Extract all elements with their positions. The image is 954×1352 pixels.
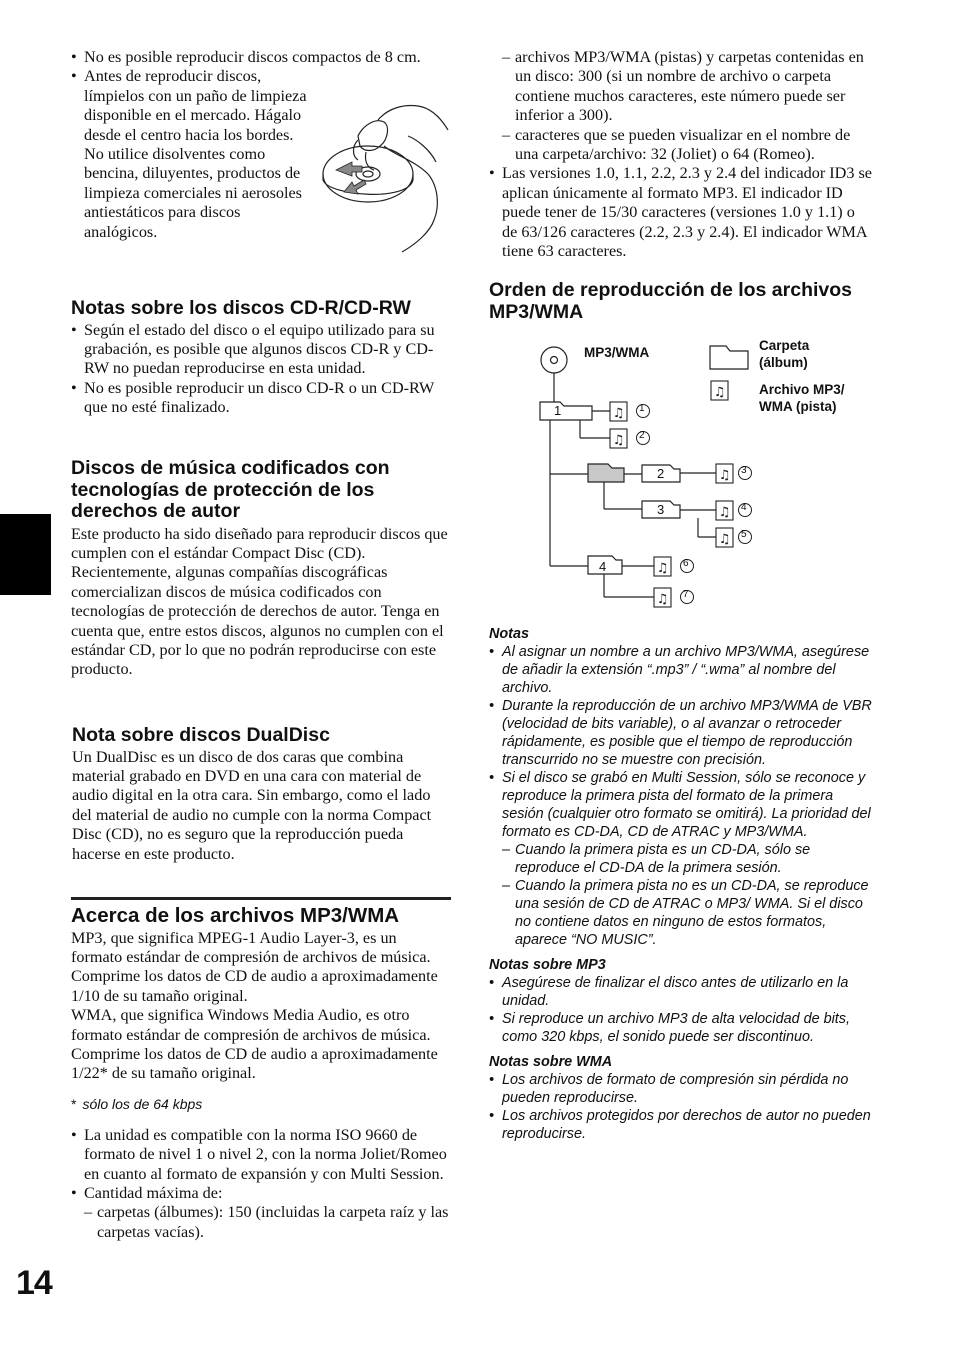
track-num-4: 4 [741,502,747,513]
legend-file-label: Archivo MP3/ WMA (pista) [759,382,845,414]
track-num-6: 6 [683,558,689,569]
svg-text:♫: ♫ [656,561,669,576]
notas-bullet-1: • Al asignar un nombre a un archivo MP3/WMA, asegúrese de añadir la extensión “.mp3” / “.wma” al nombre del archivo. [489,643,874,697]
tree-lines [530,334,875,614]
cdr-bullet-2: • No es posible reproducir un disco CD-R o un CD-RW que no esté finalizado. [71,379,451,418]
mp3-section-rule [71,897,451,900]
notas-mp3-bullet-2: • Si reproduce un archivo MP3 de alta velocidad de bits, como 320 kbps, el sonido puede ser discontinuo. [489,1010,874,1046]
protected-heading: Discos de música codificados con tecnologías de protección de los derechos de autor [71,457,390,522]
notas-wma-heading: Notas sobre WMA [489,1054,613,1070]
mp3-bullet-2-text: Cantidad máxima de: [84,1183,223,1202]
folder-label-2: 2 [657,466,665,481]
order-heading: Orden de reproducción de los archivos MP3/WMA [489,279,853,323]
svg-text:♫: ♫ [718,532,731,547]
svg-text:♫: ♫ [713,385,726,400]
svg-text:♫: ♫ [612,406,625,421]
track-num-2: 2 [639,430,645,441]
notas-heading: Notas [489,626,529,642]
notas-dash-1: – Cuando la primera pista es un CD-DA, sólo se reproduce el CD-DA de la primera sesión. [502,841,874,877]
dualdisc-text: Un DualDisc es un disco de dos caras que combina material grabado en DVD en una cara con material de audio digital en la otra cara. Sin embargo, como el lado del material de audio no cumple con la norma Compact Disc (CD), no es seguro que la reproducción pueda hacerse en este producto. [72,747,432,863]
section-tab [0,514,51,595]
svg-text:♫: ♫ [718,468,731,483]
notas-wma-bullet-2: • Los archivos protegidos por derechos de autor no pueden reproducirse. [489,1107,874,1143]
cdr-heading: Notas sobre los discos CD-R/CD-RW [71,297,411,319]
protected-p1: Este producto ha sido diseñado para reproducir discos que cumplen con el estándar Compact Disc (CD). [71,524,448,562]
svg-text:♫: ♫ [612,433,625,448]
footnote [71,1095,451,1113]
intro-bullets [71,48,421,242]
right-dash-1: – archivos MP3/WMA (pistas) y carpetas contenidas en un disco: 300 (si un nombre de archivo o carpeta contiene muchos caracteres, este número puede ser inferior a 300). [502,48,874,126]
folder-label-1: 1 [554,403,562,418]
notes-section [489,625,874,1143]
track-num-5: 5 [741,529,747,540]
folder-label-4: 4 [599,559,607,574]
mp3-dash-1: – carpetas (álbumes): 150 (incluidas la carpeta raíz y las carpetas vacías). [84,1203,451,1242]
right-dash-2: – caracteres que se pueden visualizar en el nombre de una carpeta/archivo: 32 (Joliet) o 64 (Romeo). [502,126,874,165]
folder-label-3: 3 [657,502,665,517]
track-num-1: 1 [639,403,645,414]
page-number: 14 [16,1264,52,1302]
mp3-bullet-1: • La unidad es compatible con la norma ISO 9660 de formato de nivel 1 o nivel 2, con la norma Joliet/Romeo en cuanto al formato de expansión y con Multi Session. [71,1126,451,1184]
notas-bullet-3-text: Si el disco se grabó en Multi Session, sólo se reconoce y reproduce la primera pista del formato de la primera sesión (cualquier otro formato se omitirá). La prioridad del formato es CD-DA, CD de ATRAC y MP3/WMA. [502,770,871,840]
disc-cleaning-icon [318,96,453,256]
track-num-7: 7 [683,589,689,600]
svg-text:♫: ♫ [656,592,669,607]
footnote-text: sólo los de 64 kbps [82,1095,203,1112]
svg-text:♫: ♫ [718,505,731,520]
mp3-bullet-2 [71,1184,451,1242]
footnote-mark: * [71,1095,77,1112]
mp3-p2: WMA, que significa Windows Media Audio, es otro formato estándar de compresión de archivos de música. Comprime los datos de CD de audio a aproximadamente 1/22* de su tamaño original. [71,1006,438,1083]
notas-bullet-2: • Durante la reproducción de un archivo MP3/WMA de VBR (velocidad de bits variable), o al avanzar o retroceder rápidamente, es posible que el tiempo de reproducción transcurrido no se muestre con precisión. [489,697,874,769]
dualdisc-section [72,725,448,864]
right-top [489,48,874,261]
cdr-section [71,298,451,418]
notas-mp3-bullet-1: • Asegúrese de finalizar el disco antes de utilizarlo en la unidad. [489,974,874,1010]
disc-cleaning-illustration [318,96,453,256]
intro-bullet-1: • No es posible reproducir discos compactos de 8 cm. [71,48,424,67]
order-section [489,280,869,323]
id3-bullet: • Las versiones 1.0, 1.1, 2.2, 2.3 y 2.4 del indicador ID3 se aplican únicamente al formato MP3. El indicador ID puede tener de 15/30 caracteres (versiones 1.0 y 1.1) o de 63/126 caracteres (2.2, 2.3 y 2.4). El indicador WMA tiene 63 caracteres. [489,164,874,261]
notas-wma-bullet-1: • Los archivos de formato de compresión sin pérdida no pueden reproducirse. [489,1071,874,1107]
notas-bullet-3 [489,769,874,949]
protected-p2: Recientemente, algunas compañías discográficas comercializan discos de música codificados con tecnologías de protección de derechos de autor. Tenga en cuenta que, entre estos discos, algunos no cumplen con el estándar CD, por lo que no podrán reproducirse con este producto. [71,563,444,679]
notas-mp3-heading: Notas sobre MP3 [489,957,606,973]
cdr-bullet-1: • Según el estado del disco o el equipo utilizado para su grabación, es posible que algunos discos CD-R y CD-RW no puedan reproducirse en esta unidad. [71,321,451,379]
mp3-section [71,905,451,1242]
notas-dash-2: – Cuando la primera pista no es un CD-DA, se reproduce una sesión de CD de ATRAC o MP3/ WMA. Si el disco no contiene datos en ninguno de estos formatos, aparece “NO MUSIC”. [502,877,874,949]
intro-bullet-2: • Antes de reproducir discos, límpielos con un paño de limpieza disponible en el mercado. Hágalo desde el centro hacia los bordes. No utilice disolventes como bencina, diluyentes, productos de limpieza comerciales ni aerosoles antiestáticos para discos analógicos. [71,67,311,242]
mp3-heading: Acerca de los archivos MP3/WMA [71,904,400,927]
dualdisc-heading: Nota sobre discos DualDisc [72,724,330,746]
mp3-p1: MP3, que significa MPEG-1 Audio Layer-3, es un formato estándar de compresión de archivos de música. Comprime los datos de CD de audio a aproximadamente 1/10 de su tamaño original. [71,928,438,1005]
mp3-tree-diagram [530,334,875,614]
protected-section [71,458,451,680]
legend-folder-label: Carpeta (álbum) [759,338,810,370]
root-label: MP3/WMA [584,345,650,360]
track-num-3: 3 [741,465,747,476]
